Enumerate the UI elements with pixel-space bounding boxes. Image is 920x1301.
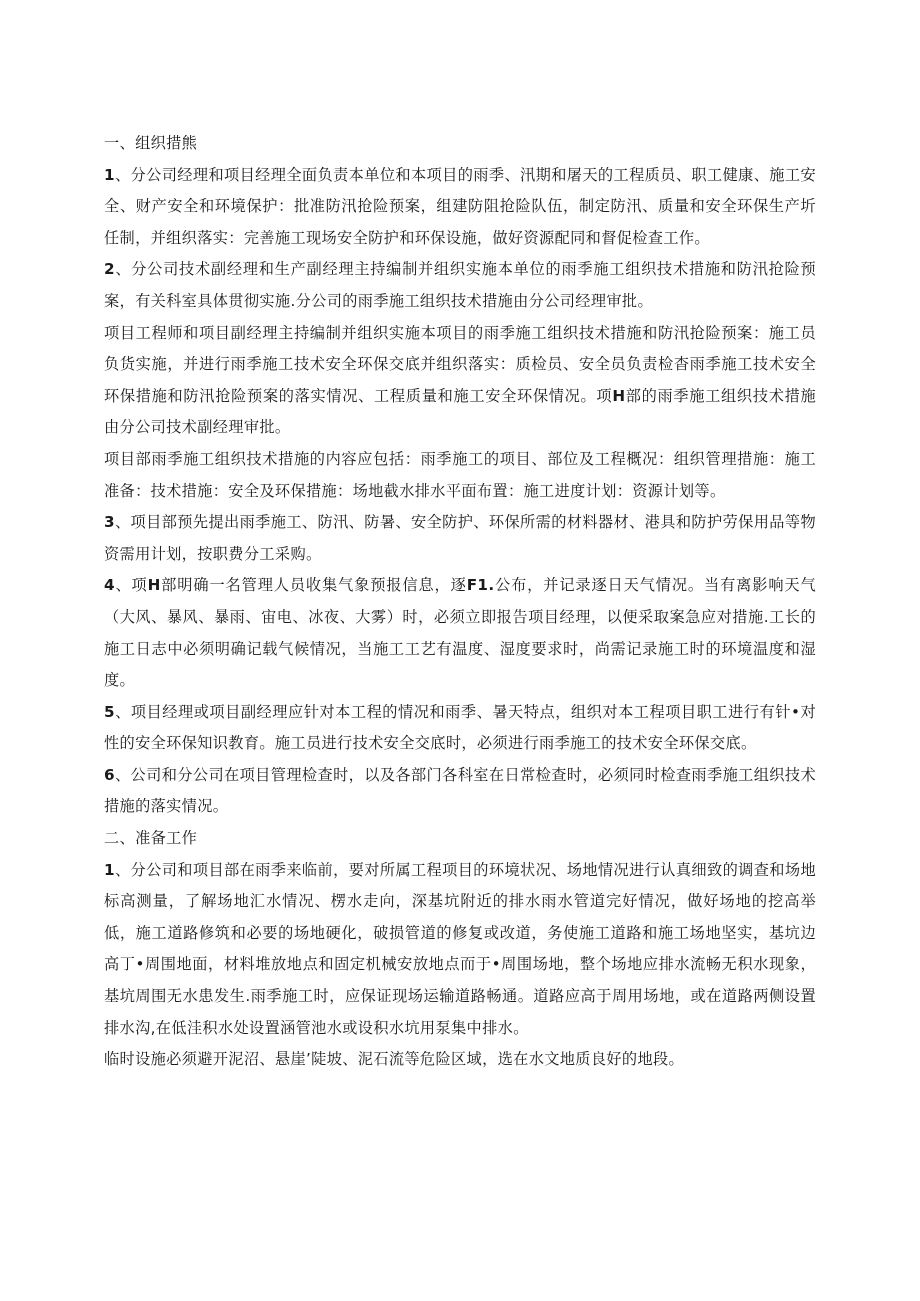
item-number: 4 bbox=[104, 576, 115, 595]
document-body bbox=[104, 128, 816, 1076]
bold-glyph: H bbox=[612, 386, 626, 405]
paragraph-text: 部的雨季施工组织技术措施由分公司技术副经理审批。 bbox=[104, 386, 817, 437]
item-number: 1 bbox=[104, 165, 115, 184]
paragraph-4 bbox=[104, 570, 816, 696]
paragraph-3 bbox=[104, 507, 816, 570]
paragraph-text: 、分公司技术副经理和生产副经理主持编制并组织实施本单位的雨季施工组织技术措施和防汛抢险预案，有关科室具体贯彻实施.分公司的雨季施工组织技术措施由分公司经理审批。 bbox=[104, 260, 816, 310]
item-number: 1 bbox=[104, 860, 115, 879]
paragraph-project-engineer bbox=[104, 318, 816, 444]
bold-glyph: H bbox=[147, 576, 161, 595]
paragraph-text: 、公司和分公司在项目管理检查时，以及各部门各科室在日常检查时，必须同时检查雨季施工组织技术措施的落实情况。 bbox=[104, 765, 816, 816]
bold-glyph: F1. bbox=[466, 576, 495, 595]
paragraph-measures-content: 项目部雨季施工组织技术措施的内容应包括：雨季施工的项目、部位及工程概况：组织管理措施：施工准备：技术措施：安全及环保措施：场地截水排水平面布置：施工进度计划：资源计划等。 bbox=[104, 449, 816, 500]
item-number: 6 bbox=[104, 765, 115, 784]
paragraph-text: 、分公司经理和项目经理全面负责本单位和本项目的雨季、汛期和屠天的工程质员、职工健康、施工安全、财产安全和环境保护：批准防汛抢险预案，组建防阻抢险队伍，制定防汛、质量和安全环保生产圻任制，并组织落实：完善施工现场安全防护和环保设施，做好资源配同和督促检查工作。 bbox=[104, 165, 816, 247]
paragraph-temporary-facilities: 临时设施必须避开泥沼、悬崖’陡坡、泥石流等危险区域，选在水文地质良好的地段。 bbox=[104, 1050, 685, 1069]
section-heading-preparation: 二、准备工作 bbox=[104, 829, 198, 848]
paragraph-1 bbox=[104, 160, 816, 255]
paragraph-6 bbox=[104, 760, 816, 823]
paragraph-text: 、分公司和项目部在雨季来临前，要对所属工程项目的环境状况、场地情况进行认真细致的调查和场地标高测量，了解场地汇水情况、楞水走向，深基坑附近的排水雨水管道完好情况，做好场地的挖高举低，施工道路修筑和必要的场地硬化，破损管道的修复或改道，务使施工道路和施工场地坚实，基坑边高丁•周围地面，材料堆放地点和固定机械安放地点而于•周围场地，整个场地应排水流畅无积水现象，基坑周围无水患发生.雨季施工时，应保证现场运输道路畅通。道路应高于周用场地，或在道路两侧设置排水沟,在低洼积水处设置涵管池水或设积水坑用泵集中排水。 bbox=[104, 860, 816, 1037]
paragraph-text: 公布，并记录逐日天气情况。当有离影响天气（大风、暴风、暴雨、宙电、冰夜、大雾）时，必须立即报告项目经理，以便采取案急应对措施.工长的施工日志中必须明确记载气候情况，当施工工艺有温度、湿度要求时，尚需记录施工时的环境温度和湿度。 bbox=[104, 576, 817, 690]
section-heading-organization: 一、组织措熊 bbox=[104, 134, 198, 152]
paragraph-text: 项目工程师和项目副经理主持编制并组织实施本项目的雨季施工组织技术措施和防汛抢险预案：施工员负货实施，并进行雨季施工技术安全环保交底并组织落实：质检员、安全员负责检杳雨季施工技术安全环保措施和防汛抢险预案的落实情况、工程质量和施工安全环保情况。项 bbox=[104, 323, 816, 405]
paragraph-5 bbox=[104, 697, 816, 760]
item-number: 3 bbox=[104, 513, 115, 532]
paragraph-text: 、项目部预先提出雨季施工、防汛、防暑、安全防护、环保所需的材料器材、港具和防护劳保用品等物资需用计划，按职费分工采购。 bbox=[104, 513, 816, 563]
paragraph-text: 部明确一名管理人员收集气象预报信息，逐 bbox=[160, 576, 467, 595]
paragraph-2 bbox=[104, 254, 816, 317]
item-number: 2 bbox=[104, 260, 115, 279]
paragraph-text: 、项 bbox=[114, 576, 148, 595]
item-number: 5 bbox=[104, 702, 115, 721]
paragraph-text: 、项目经理或项目副经理应针对本工程的情况和雨季、暑天特点，组织对本工程项目职工进行有针•对性的安全环保知识教育。施工员进行技术安全交底时，必须进行雨季施工的技术安全环保交底。 bbox=[104, 702, 816, 753]
paragraph-prep-1 bbox=[104, 855, 816, 1045]
